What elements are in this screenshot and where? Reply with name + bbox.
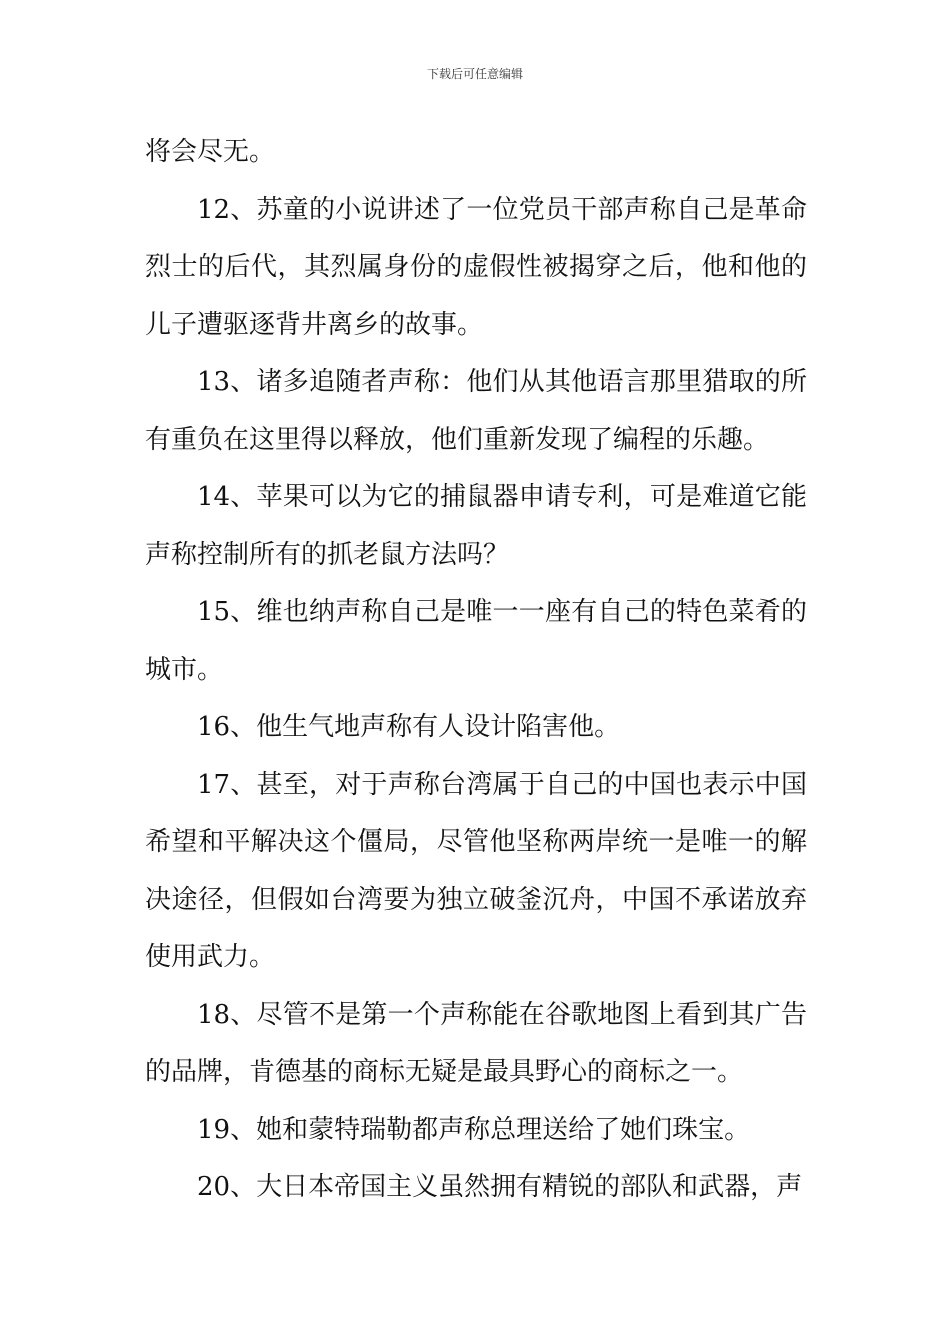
page-header: 下载后可任意编辑 xyxy=(426,67,523,81)
paragraph-continuation: 将会尽无。 xyxy=(145,137,276,167)
paragraph-item-15: 15、维也纳声称自己是唯一一座有自己的特色菜肴的城市。 xyxy=(145,597,807,685)
paragraph-item-13: 13、诸多追随者声称：他们从其他语言那里猎取的所有重负在这里得以释放，他们重新发现了编程的乐趣。 xyxy=(145,367,807,455)
paragraph-item-20: 20、大日本帝国主义虽然拥有精锐的部队和武器，声 xyxy=(197,1172,803,1202)
paragraph-item-12: 12、苏童的小说讲述了一位党员干部声称自己是革命烈士的后代，其烈属身份的虚假性被揭穿之后，他和他的儿子遭驱逐背井离乡的故事。 xyxy=(145,194,807,340)
document-body xyxy=(145,124,807,1217)
paragraph-item-14: 14、苹果可以为它的捕鼠器申请专利，可是难道它能声称控制所有的抓老鼠方法吗？ xyxy=(145,482,807,570)
paragraph-item-18: 18、尽管不是第一个声称能在谷歌地图上看到其广告的品牌，肯德基的商标无疑是最具野心的商标之一。 xyxy=(145,999,807,1087)
paragraph-item-16: 16、他生气地声称有人设计陷害他。 xyxy=(197,712,621,742)
paragraph-item-17: 17、甚至，对于声称台湾属于自己的中国也表示中国希望和平解决这个僵局，尽管他坚称两岸统一是唯一的解决途径，但假如台湾要为独立破釜沉舟，中国不承诺放弃使用武力。 xyxy=(145,769,807,972)
paragraph-item-19: 19、她和蒙特瑞勒都声称总理送给了她们珠宝。 xyxy=(197,1114,751,1145)
